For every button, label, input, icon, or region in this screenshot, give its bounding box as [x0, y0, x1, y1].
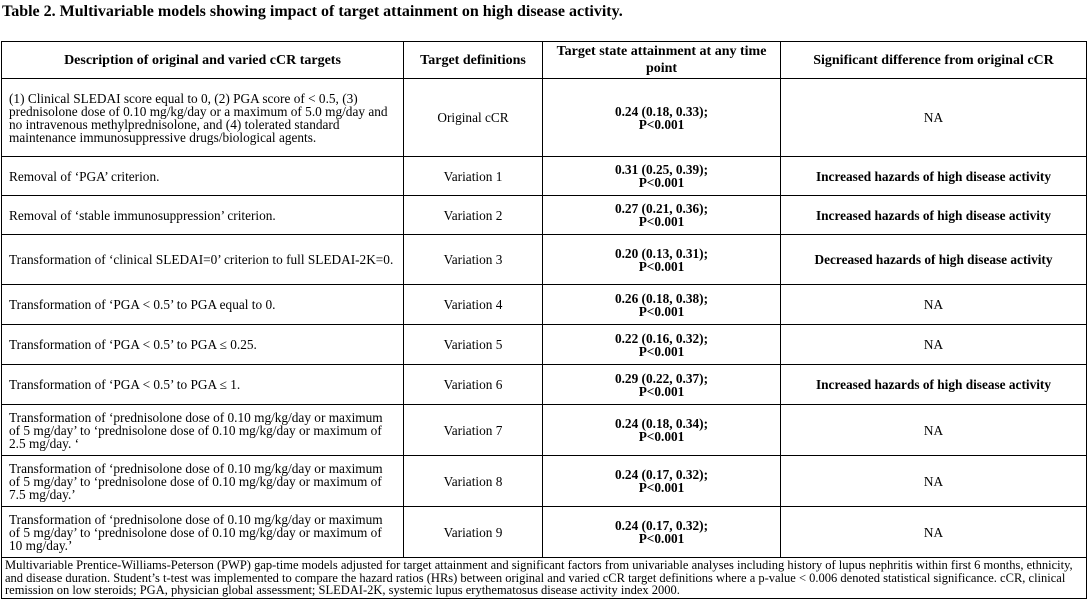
row-description: Removal of ‘stable immunosuppression’ criterion.: [2, 196, 404, 235]
p-value: P<0.001: [638, 214, 685, 229]
hazard-ratio: 0.20 (0.13, 0.31);: [614, 245, 709, 261]
row-significance: NA: [781, 405, 1087, 456]
hazard-ratio: 0.24 (0.18, 0.33);: [614, 103, 709, 119]
table-row: [2, 325, 1087, 365]
table-row: [2, 285, 1087, 325]
table-title: Table 2. Multivariable models showing impact of target attainment on high disease activity.: [2, 3, 623, 20]
row-attainment: [543, 365, 781, 405]
row-description: Transformation of ‘PGA < 0.5’ to PGA ≤ 0.25.: [2, 325, 404, 365]
footnote: Multivariable Prentice-Williams-Peterson (PWP) gap-time models adjusted for target attainment and significant factors from univariable analyses including history of lupus nephritis within first 6 months, ethnicity, and disease duration. Student’s t-test was implemented to compare the hazard ratios (HRs) between original and varied cCR target definitions where a p-value < 0.006 denoted statistical significance. cCR, clinical remission on low steroids; PGA, physician global assessment; SLEDAI-2K, systemic lupus erythematosus disease activity index 2000.: [2, 558, 1087, 599]
table-row: [2, 235, 1087, 285]
row-attainment: [543, 325, 781, 365]
row-definition: Variation 2: [404, 196, 543, 235]
header-description: Description of original and varied cCR targets: [2, 42, 404, 79]
header-definitions: Target definitions: [404, 42, 543, 79]
header-significance: Significant difference from original cCR: [781, 42, 1087, 79]
row-attainment: [543, 79, 781, 157]
row-significance: NA: [781, 79, 1087, 157]
row-significance: NA: [781, 456, 1087, 507]
row-significance: Increased hazards of high disease activity: [781, 196, 1087, 235]
table-row: [2, 405, 1087, 456]
table-row: [2, 79, 1087, 157]
hazard-ratio: 0.26 (0.18, 0.38);: [614, 290, 709, 306]
p-value: P<0.001: [638, 258, 685, 274]
row-definition: Original cCR: [404, 79, 543, 157]
table-row: [2, 507, 1087, 558]
row-description: Transformation of ‘PGA < 0.5’ to PGA equal to 0.: [2, 285, 404, 325]
row-definition: Variation 9: [404, 507, 543, 558]
row-definition: Variation 8: [404, 456, 543, 507]
hazard-ratio: 0.31 (0.25, 0.39);: [614, 162, 709, 177]
row-definition: Variation 4: [404, 285, 543, 325]
table-row: [2, 196, 1087, 235]
row-significance: NA: [781, 325, 1087, 365]
row-definition: Variation 3: [404, 235, 543, 285]
p-value: P<0.001: [638, 303, 685, 319]
row-description: Transformation of ‘clinical SLEDAI=0’ criterion to full SLEDAI-2K=0.: [2, 235, 404, 285]
p-value: P<0.001: [638, 116, 685, 132]
row-attainment: [543, 157, 781, 196]
row-attainment: [543, 196, 781, 235]
results-table: [1, 41, 1087, 599]
row-attainment: [543, 456, 781, 507]
row-description: Transformation of ‘PGA < 0.5’ to PGA ≤ 1.: [2, 365, 404, 405]
header-attainment: Target state attainment at any time point: [543, 42, 781, 79]
row-attainment: [543, 235, 781, 285]
row-definition: Variation 5: [404, 325, 543, 365]
hazard-ratio: 0.22 (0.16, 0.32);: [614, 330, 709, 346]
row-description: Transformation of ‘prednisolone dose of 0.10 mg/kg/day or maximum of 5 mg/day’ to ‘prednisolone dose of 0.10 mg/kg/day or maximum of 10 mg/day.’: [2, 507, 404, 558]
row-description: Removal of ‘PGA’ criterion.: [2, 157, 404, 196]
row-definition: Variation 1: [404, 157, 543, 196]
row-attainment: [543, 507, 781, 558]
p-value: P<0.001: [638, 383, 685, 399]
row-description: Transformation of ‘prednisolone dose of 0.10 mg/kg/day or maximum of 5 mg/day’ to ‘prednisolone dose of 0.10 mg/kg/day or maximum of 2.5 mg/day. ‘: [2, 405, 404, 456]
hazard-ratio: 0.29 (0.22, 0.37);: [614, 370, 709, 386]
row-description: (1) Clinical SLEDAI score equal to 0, (2) PGA score of < 0.5, (3) prednisolone dose of 0.10 mg/kg/day or a maximum of 5.0 mg/day and no intravenous methylprednisolone, and (4) tolerated standard maintenance immunosuppressive drugs/biological agents.: [2, 79, 404, 157]
p-value: P<0.001: [638, 531, 685, 546]
row-attainment: [543, 405, 781, 456]
row-definition: Variation 6: [404, 365, 543, 405]
row-description: Transformation of ‘prednisolone dose of 0.10 mg/kg/day or maximum of 5 mg/day’ to ‘prednisolone dose of 0.10 mg/kg/day or maximum of 7.5 mg/day.’: [2, 456, 404, 507]
p-value: P<0.001: [638, 429, 685, 444]
hazard-ratio: 0.24 (0.17, 0.32);: [614, 467, 709, 482]
hazard-ratio: 0.27 (0.21, 0.36);: [614, 201, 709, 216]
p-value: P<0.001: [638, 480, 685, 495]
row-significance: Decreased hazards of high disease activity: [781, 235, 1087, 285]
row-significance: NA: [781, 285, 1087, 325]
p-value: P<0.001: [638, 175, 685, 190]
table-row: [2, 157, 1087, 196]
p-value: P<0.001: [638, 343, 685, 359]
row-significance: Increased hazards of high disease activity: [781, 157, 1087, 196]
row-significance: NA: [781, 507, 1087, 558]
row-definition: Variation 7: [404, 405, 543, 456]
hazard-ratio: 0.24 (0.18, 0.34);: [614, 416, 709, 431]
table-row: [2, 365, 1087, 405]
hazard-ratio: 0.24 (0.17, 0.32);: [614, 518, 709, 533]
header-row: [2, 42, 1087, 79]
row-attainment: [543, 285, 781, 325]
row-significance: Increased hazards of high disease activity: [781, 365, 1087, 405]
table-row: [2, 456, 1087, 507]
